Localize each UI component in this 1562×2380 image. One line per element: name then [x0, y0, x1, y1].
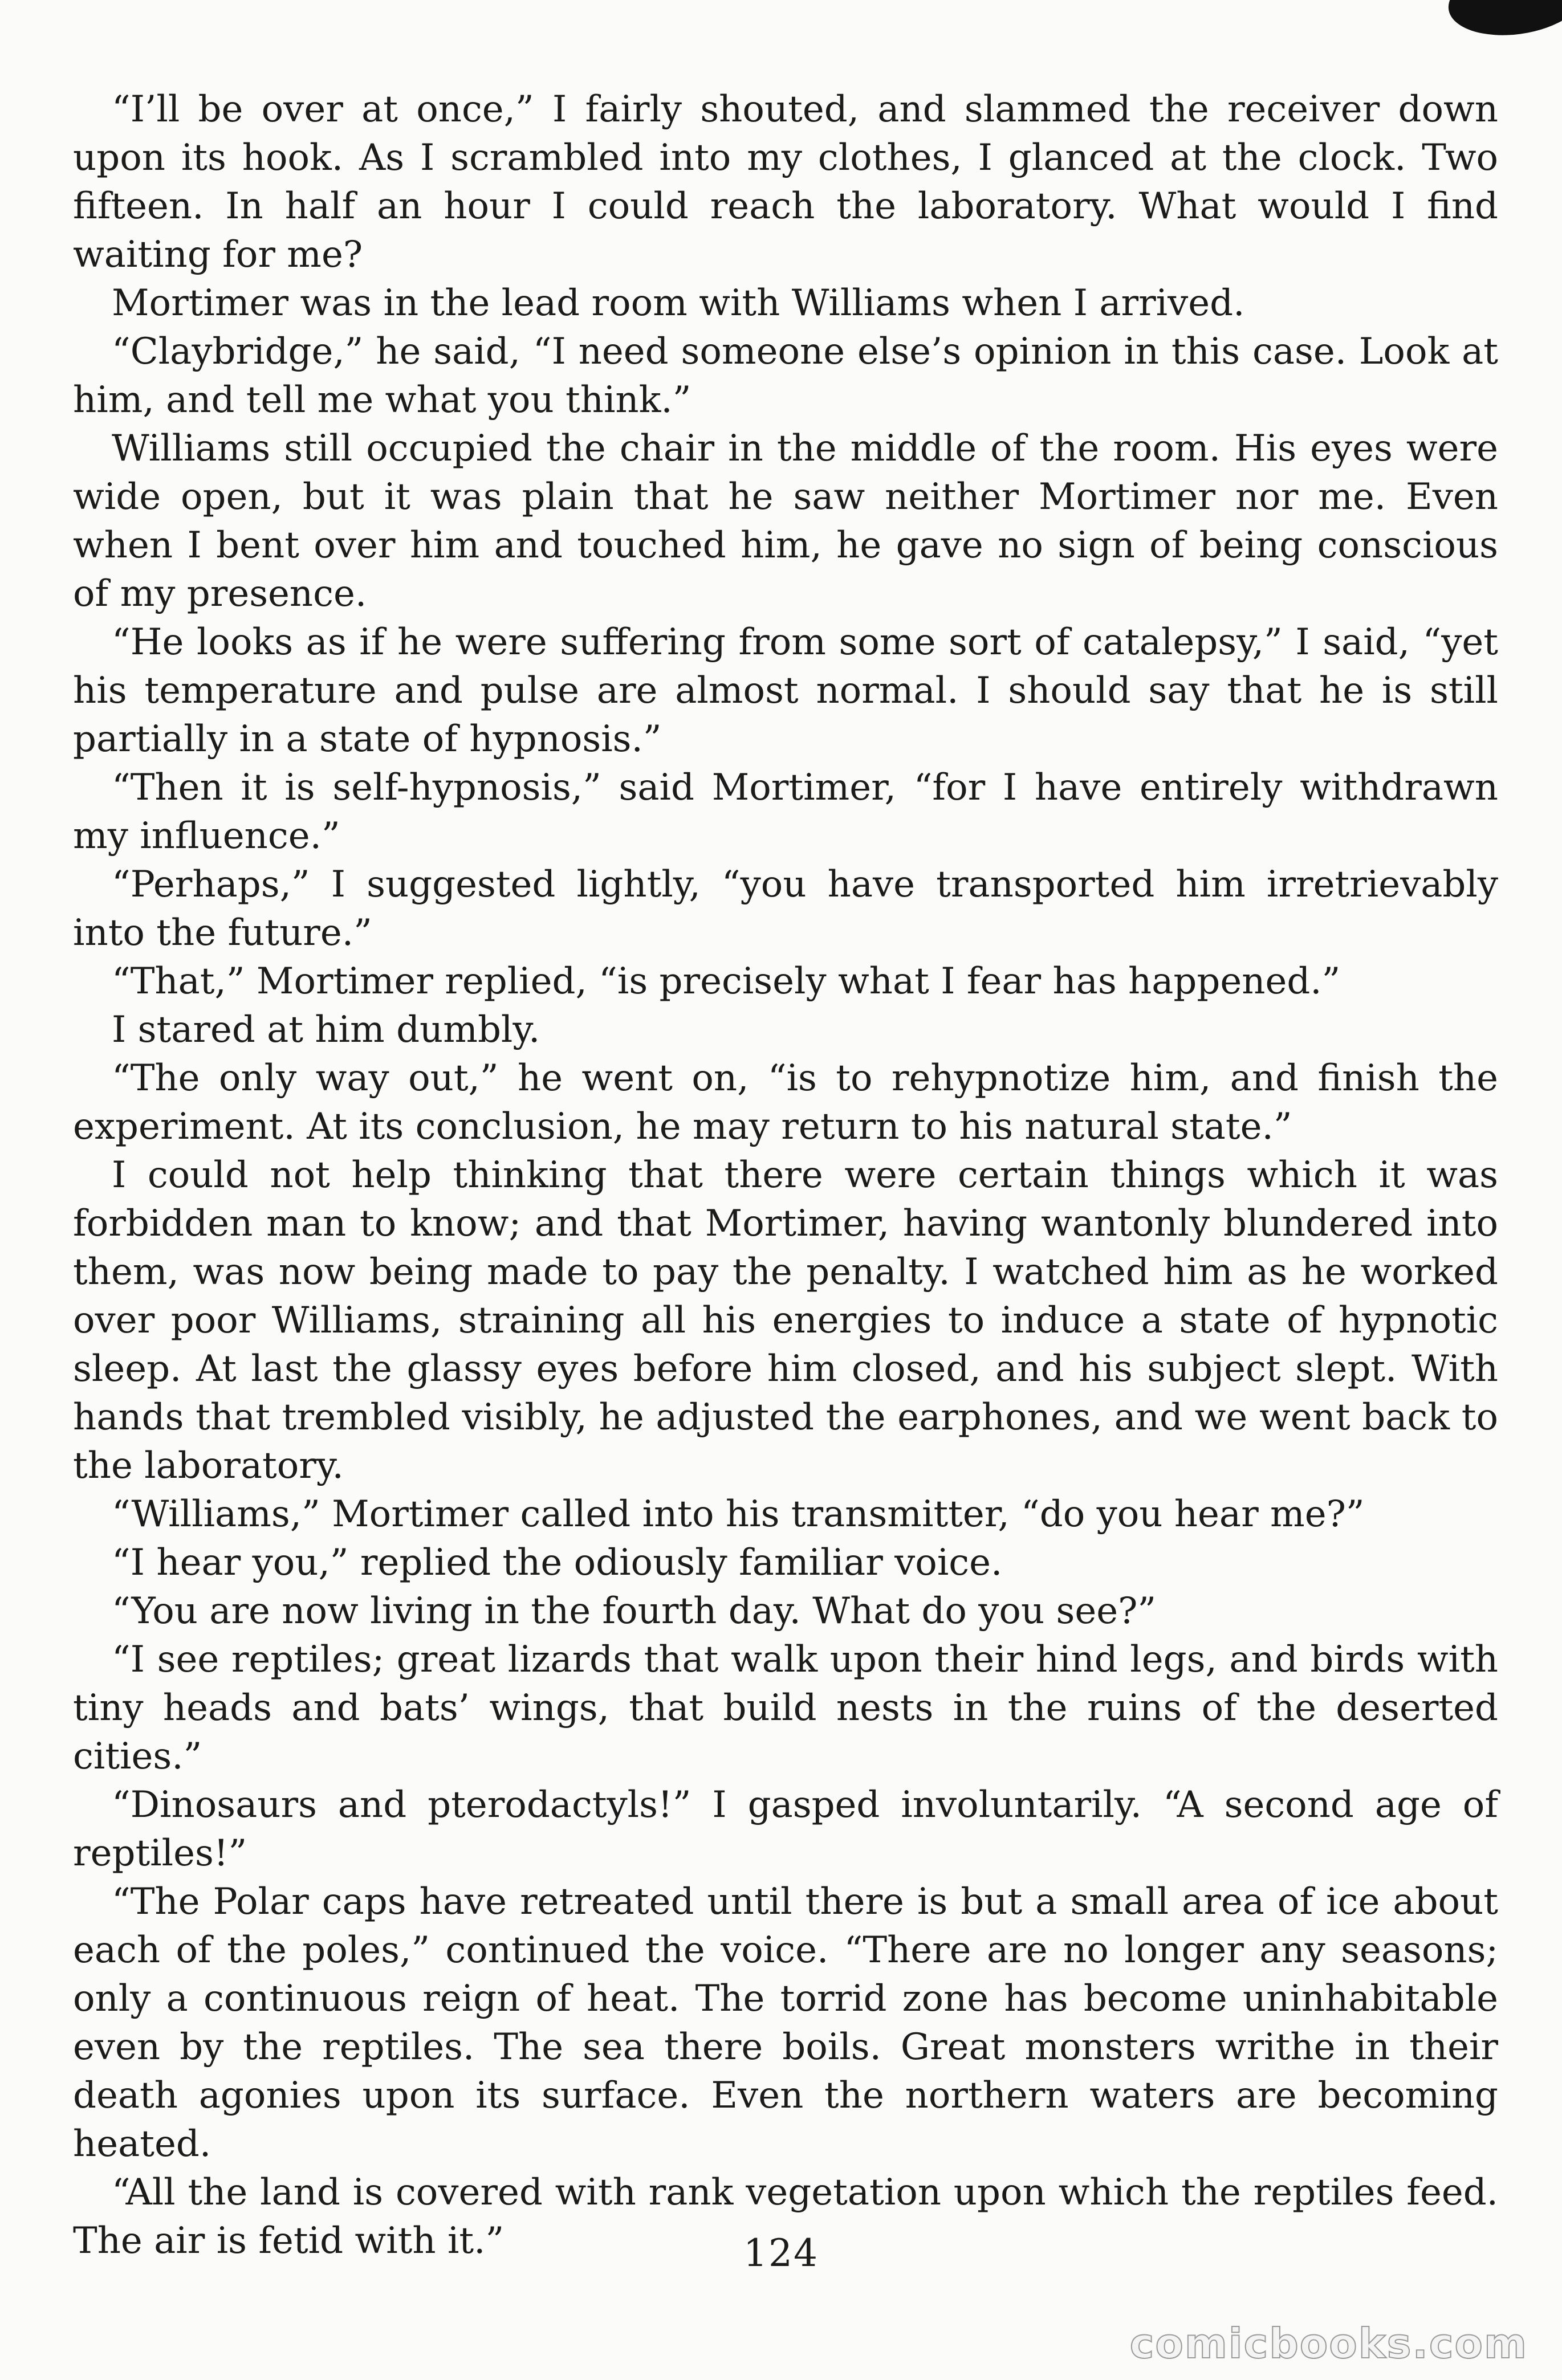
paragraph: “Perhaps,” I suggested lightly, “you have transported him irretrievably into the future.”: [73, 863, 1498, 954]
paragraph: Williams still occupied the chair in the middle of the room. His eyes were wide open, but it was plain that he saw neither Mortimer nor me. Even when I bent over him and touched him, he gave no sign of being conscious of my presence.: [73, 427, 1498, 615]
paragraph: Mortimer was in the lead room with Williams when I arrived.: [112, 282, 1245, 324]
paragraph: “Claybridge,” he said, “I need someone else’s opinion in this case. Look at him, and tell me what you think.”: [73, 331, 1498, 421]
paragraph: “I’ll be over at once,” I fairly shouted, and slammed the receiver down upon its hook. As I scrambled into my clothes, I glanced at the clock. Two fifteen. In half an hour I could reach the laboratory. What would I find waiting for me?: [73, 88, 1498, 276]
paragraph: “The Polar caps have retreated until there is but a small area of ice about each of the poles,” continued the voice. “There are no longer any seasons; only a continuous reign of heat. The torrid zone has become uninhabitable even by the reptiles. The sea there boils. Great monsters writhe in their death agonies upon its surface. Even the northern waters are becoming heated.: [73, 1881, 1498, 2165]
paragraph: “You are now living in the fourth day. What do you see?”: [112, 1590, 1157, 1632]
paragraph: “Williams,” Mortimer called into his transmitter, “do you hear me?”: [112, 1493, 1365, 1535]
paragraph: “All the land is covered with rank vegetation upon which the reptiles feed. The air is fetid with it.”: [73, 2171, 1498, 2262]
story-text: [73, 85, 1498, 2265]
paragraph: “I see reptiles; great lizards that walk upon their hind legs, and birds with tiny heads and bats’ wings, that build nests in the ruins of the deserted cities.”: [73, 1639, 1498, 1778]
paragraph: “The only way out,” he went on, “is to rehypnotize him, and finish the experiment. At its conclusion, he may return to his natural state.”: [73, 1057, 1498, 1148]
site-watermark: comicbooks.com: [1129, 2320, 1528, 2367]
page-number: 124: [743, 2231, 819, 2275]
paragraph: “He looks as if he were suffering from some sort of catalepsy,” I said, “yet his temperature and pulse are almost normal. I should say that he is still partially in a state of hypnosis.”: [73, 621, 1498, 760]
paragraph: “Dinosaurs and pterodactyls!” I gasped involuntarily. “A second age of reptiles!”: [73, 1784, 1498, 1874]
paragraph: “I hear you,” replied the odiously familiar voice.: [112, 1542, 1003, 1584]
paragraph: I could not help thinking that there were certain things which it was forbidden man to know; and that Mortimer, having wantonly blundered into them, was now being made to pay the penalty. I watched him as he worked over poor Williams, straining all his energies to induce a state of hypnotic sleep. At last the glassy eyes before him closed, and his subject slept. With hands that trembled visibly, he adjusted the earphones, and we went back to the laboratory.: [73, 1154, 1498, 1487]
paragraph: “That,” Mortimer replied, “is precisely what I fear has happened.”: [112, 960, 1341, 1002]
paragraph: “Then it is self-hypnosis,” said Mortimer, “for I have entirely withdrawn my influence.”: [73, 767, 1498, 857]
paragraph: I stared at him dumbly.: [112, 1009, 540, 1051]
